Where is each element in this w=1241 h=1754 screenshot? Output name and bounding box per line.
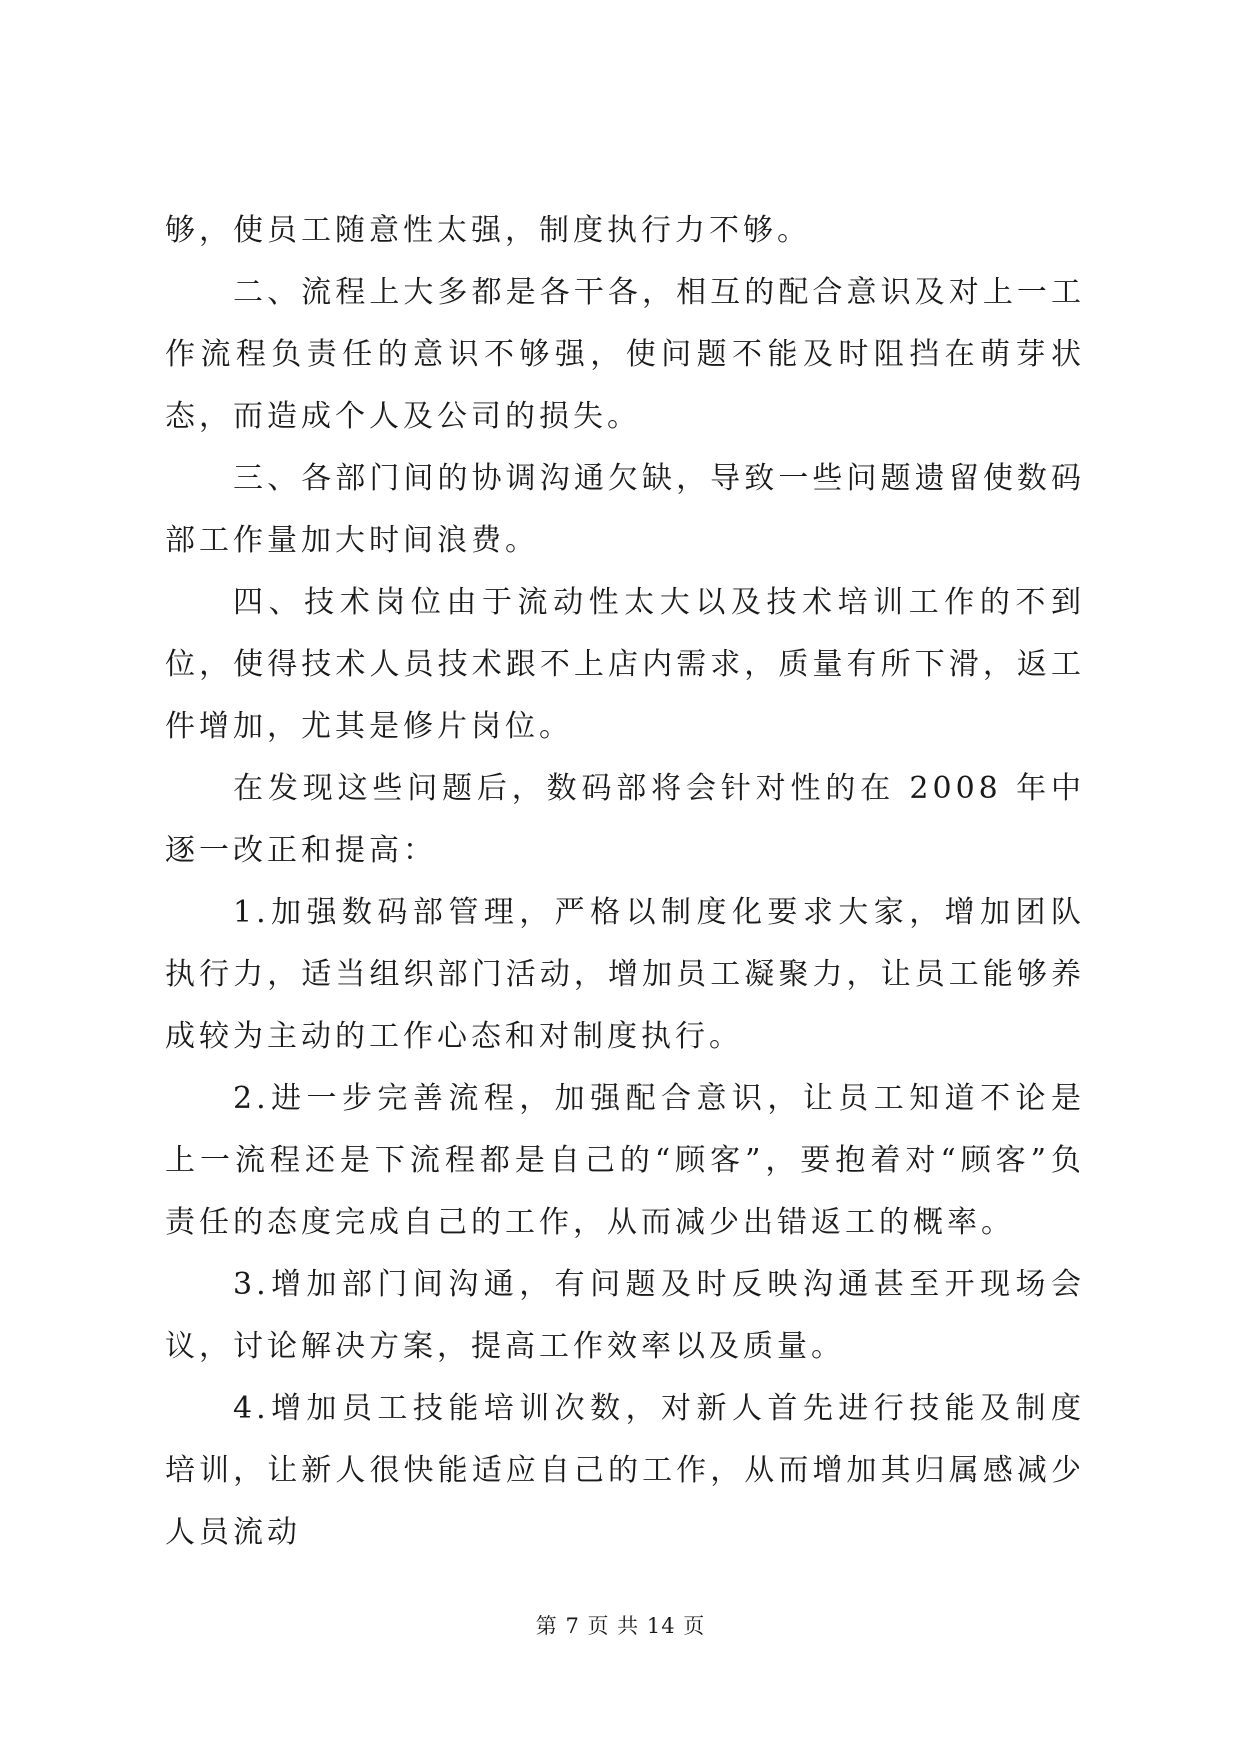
paragraph-6: 1.加强数码部管理，严格以制度化要求大家，增加团队执行力，适当组织部门活动，增加员工凝聚力，让员工能够养成较为主动的工作心态和对制度执行。: [165, 895, 1085, 1054]
paragraph-9: 4.增加员工技能培训次数，对新人首先进行技能及制度培训，让新人很快能适应自己的工作，从而增加其归属感减少人员流动: [165, 1391, 1085, 1550]
paragraph-3: 三、各部门间的协调沟通欠缺，导致一些问题遗留使数码部工作量加大时间浪费。: [165, 461, 1085, 558]
paragraph-7: 2.进一步完善流程，加强配合意识，让员工知道不论是上一流程还是下流程都是自己的“顾客”，要抱着对“顾客”负责任的态度完成自己的工作，从而减少出错返工的概率。: [165, 1081, 1085, 1240]
paragraph-8: 3.增加部门间沟通，有问题及时反映沟通甚至开现场会议，讨论解决方案，提高工作效率以及质量。: [165, 1267, 1085, 1364]
paragraph-5: 在发现这些问题后，数码部将会针对性的在 2008 年中逐一改正和提高：: [165, 771, 1085, 868]
paragraph-1: 够，使员工随意性太强，制度执行力不够。: [165, 213, 811, 248]
document-body: [165, 200, 1085, 1564]
paragraph-2: 二、流程上大多都是各干各，相互的配合意识及对上一工作流程负责任的意识不够强，使问题不能及时阻挡在萌芽状态，而造成个人及公司的损失。: [165, 275, 1085, 434]
page-footer: 第 7 页 共 14 页: [535, 1614, 706, 1638]
paragraph-4: 四、技术岗位由于流动性太大以及技术培训工作的不到位，使得技术人员技术跟不上店内需求，质量有所下滑，返工件增加，尤其是修片岗位。: [165, 585, 1085, 744]
